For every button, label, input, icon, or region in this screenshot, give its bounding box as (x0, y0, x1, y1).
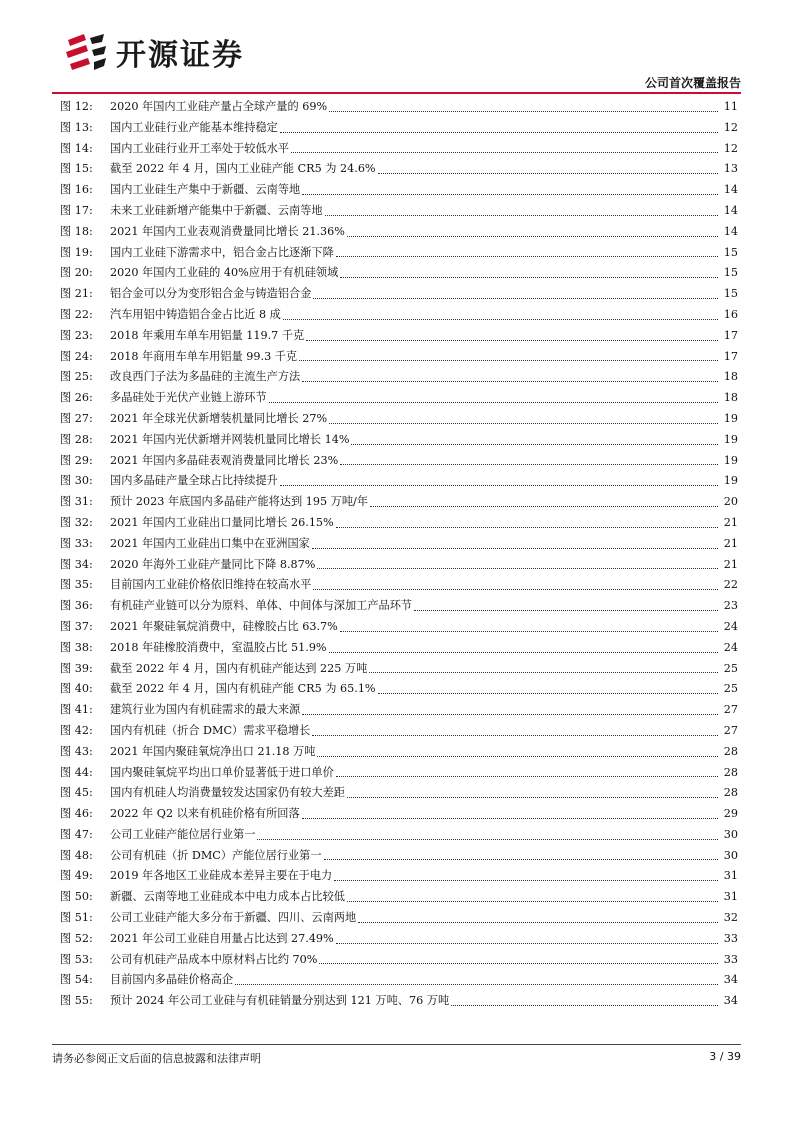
toc-figure-label: 图 36: (60, 599, 93, 613)
toc-figure-label: 图 46: (60, 807, 93, 821)
toc-page-number[interactable]: 27 (723, 723, 738, 737)
toc-page-number[interactable]: 21 (723, 557, 738, 571)
toc-page-number[interactable]: 19 (723, 453, 738, 467)
toc-figure-label: 图 18: (60, 224, 93, 238)
toc-entry[interactable] (60, 700, 738, 721)
footer-divider (52, 1044, 741, 1045)
toc-figure-label: 图 41: (60, 703, 93, 717)
toc-page-number[interactable]: 30 (723, 827, 738, 841)
toc-figure-title[interactable]: 2021 年国内聚硅氧烷净出口 21.18 万吨 (110, 744, 316, 758)
toc-figure-label: 图 24: (60, 349, 93, 363)
figure-index (60, 97, 738, 1012)
toc-figure-title[interactable]: 公司有机硅产品成本中原材料占比约 70% (110, 952, 318, 966)
toc-figure-title[interactable]: 建筑行业为国内有机硅需求的最大来源 (110, 703, 301, 717)
toc-figure-title[interactable]: 预计 2023 年底国内多晶硅产能将达到 195 万吨/年 (110, 495, 369, 509)
toc-page-number[interactable]: 15 (723, 287, 738, 301)
toc-entry[interactable] (60, 492, 738, 513)
toc-entry[interactable] (60, 284, 738, 305)
toc-page-number[interactable]: 24 (723, 640, 738, 654)
toc-entry[interactable] (60, 97, 738, 118)
toc-figure-title[interactable]: 2020 年国内工业硅产量占全球产量的 69% (110, 100, 328, 113)
toc-figure-label: 图 44: (60, 765, 93, 779)
toc-dot-leader (291, 152, 718, 153)
toc-figure-title[interactable]: 2020 年国内工业硅的 40%应用于有机硅领域 (110, 266, 339, 280)
toc-page-number[interactable]: 18 (723, 391, 738, 405)
toc-page-number[interactable]: 29 (723, 807, 738, 821)
toc-figure-label: 图 27: (60, 411, 93, 425)
toc-figure-label: 图 21: (60, 287, 93, 301)
toc-figure-title[interactable]: 截至 2022 年 4 月，国内有机硅产能 CR5 为 65.1% (110, 682, 376, 696)
toc-page-number[interactable]: 33 (723, 931, 738, 945)
toc-entry[interactable] (60, 846, 738, 867)
toc-figure-label: 图 53: (60, 952, 93, 966)
toc-entry[interactable] (60, 555, 738, 576)
toc-entry[interactable] (60, 180, 738, 201)
toc-page-number[interactable]: 14 (723, 203, 738, 217)
toc-dot-leader (336, 256, 718, 257)
toc-figure-title[interactable]: 国内工业硅生产集中于新疆、云南等地 (110, 183, 301, 197)
toc-entry[interactable] (60, 159, 738, 180)
toc-page-number[interactable]: 11 (723, 100, 738, 113)
toc-page-number[interactable]: 27 (723, 703, 738, 717)
toc-page-number[interactable]: 12 (723, 120, 738, 134)
toc-page-number[interactable]: 34 (723, 994, 738, 1008)
toc-figure-title[interactable]: 国内有机硅人均消费量较发达国家仍有较大差距 (110, 786, 345, 800)
toc-figure-label: 图 52: (60, 931, 93, 945)
toc-entry[interactable] (60, 866, 738, 887)
toc-entry[interactable] (60, 575, 738, 596)
page-number: 3 / 39 (709, 1050, 741, 1063)
toc-figure-label: 图 22: (60, 307, 93, 321)
toc-figure-label: 图 50: (60, 890, 93, 904)
toc-figure-label: 图 40: (60, 682, 93, 696)
toc-figure-label: 图 49: (60, 869, 93, 883)
toc-dot-leader (347, 236, 718, 237)
toc-dot-leader (347, 901, 718, 902)
toc-page-number[interactable]: 21 (723, 515, 738, 529)
kaiyuan-logo-icon (64, 30, 108, 74)
toc-page-number[interactable]: 14 (723, 224, 738, 238)
toc-dot-leader (269, 402, 718, 403)
toc-dot-leader (312, 735, 718, 736)
toc-figure-title[interactable]: 2018 年商用车单车用铝量 99.3 千克 (110, 349, 298, 363)
toc-entry[interactable] (60, 929, 738, 950)
toc-entry[interactable] (60, 638, 738, 659)
toc-figure-label: 图 47: (60, 827, 93, 841)
toc-figure-label: 图 23: (60, 328, 93, 342)
toc-dot-leader (340, 631, 718, 632)
toc-page-number[interactable]: 24 (723, 619, 738, 633)
toc-figure-label: 图 25: (60, 370, 93, 384)
toc-dot-leader (302, 714, 718, 715)
toc-entry[interactable] (60, 742, 738, 763)
toc-figure-title[interactable]: 国内多晶硅产量全球占比持续提升 (110, 474, 278, 488)
toc-figure-label: 图 30: (60, 474, 93, 488)
toc-figure-title[interactable]: 预计 2024 年公司工业硅与有机硅销量分别达到 121 万吨、76 万吨 (110, 994, 450, 1008)
toc-dot-leader (312, 548, 718, 549)
toc-entry[interactable] (60, 347, 738, 368)
toc-dot-leader (283, 319, 718, 320)
toc-entry[interactable] (60, 263, 738, 284)
toc-figure-title[interactable]: 2021 年国内工业表观消费量同比增长 21.36% (110, 224, 345, 238)
toc-figure-label: 图 14: (60, 141, 93, 155)
toc-entry[interactable] (60, 326, 738, 347)
brand-name: 开源证券 (116, 38, 244, 73)
toc-figure-label: 图 38: (60, 640, 93, 654)
toc-figure-label: 图 37: (60, 619, 93, 633)
toc-figure-label: 图 13: (60, 120, 93, 134)
toc-figure-label: 图 51: (60, 911, 93, 925)
toc-entry[interactable] (60, 950, 738, 971)
toc-figure-title[interactable]: 2020 年海外工业硅产量同比下降 8.87% (110, 557, 316, 571)
toc-entry[interactable] (60, 305, 738, 326)
toc-page-number[interactable]: 19 (723, 474, 738, 488)
toc-figure-title[interactable]: 截至 2022 年 4 月，国内工业硅产能 CR5 为 24.6% (110, 162, 376, 176)
toc-figure-label: 图 12: (60, 100, 93, 113)
toc-entry[interactable] (60, 201, 738, 222)
toc-page-number[interactable]: 20 (723, 495, 738, 509)
toc-entry[interactable] (60, 118, 738, 139)
toc-figure-title[interactable]: 2021 年国内多晶硅表观消费量同比增长 23% (110, 453, 339, 467)
toc-page-number[interactable]: 34 (723, 973, 738, 987)
toc-figure-title[interactable]: 国内工业硅行业开工率处于较低水平 (110, 141, 290, 155)
toc-page-number[interactable]: 13 (723, 162, 738, 176)
toc-page-number[interactable]: 28 (723, 786, 738, 800)
toc-figure-label: 图 31: (60, 495, 93, 509)
toc-entry[interactable] (60, 222, 738, 243)
toc-figure-title[interactable]: 2021 年公司工业硅自用量占比达到 27.49% (110, 931, 334, 945)
toc-figure-label: 图 33: (60, 536, 93, 550)
toc-figure-title[interactable]: 目前国内工业硅价格依旧维持在较高水平 (110, 578, 312, 592)
toc-entry[interactable] (60, 908, 738, 929)
toc-dot-leader (340, 277, 718, 278)
toc-figure-label: 图 15: (60, 162, 93, 176)
toc-entry[interactable] (60, 991, 738, 1012)
toc-dot-leader (414, 610, 718, 611)
toc-figure-label: 图 32: (60, 515, 93, 529)
toc-entry[interactable] (60, 139, 738, 160)
toc-dot-leader (336, 943, 718, 944)
toc-figure-label: 图 43: (60, 744, 93, 758)
report-type: 公司首次覆盖报告 (644, 76, 741, 90)
toc-dot-leader (302, 818, 718, 819)
toc-figure-title[interactable]: 目前国内多晶硅价格高企 (110, 973, 234, 987)
toc-figure-title[interactable]: 公司工业硅产能位居行业第一 (110, 827, 256, 841)
toc-figure-label: 图 54: (60, 973, 93, 987)
toc-page-number[interactable]: 32 (723, 911, 738, 925)
toc-page-number[interactable]: 19 (723, 411, 738, 425)
toc-dot-leader (324, 859, 718, 860)
toc-page-number[interactable]: 33 (723, 952, 738, 966)
toc-dot-leader (334, 880, 718, 881)
toc-figure-label: 图 17: (60, 203, 93, 217)
toc-dot-leader (299, 360, 718, 361)
toc-figure-title[interactable]: 2021 年国内工业硅出口集中在亚洲国家 (110, 536, 310, 550)
toc-entry[interactable] (60, 659, 738, 680)
footer-disclaimer: 请务必参阅正文后面的信息披露和法律声明 (52, 1052, 261, 1065)
toc-figure-label: 图 35: (60, 578, 93, 592)
toc-figure-title[interactable]: 铝合金可以分为变形铝合金与铸造铝合金 (110, 287, 312, 301)
toc-entry[interactable] (60, 804, 738, 825)
toc-figure-label: 图 20: (60, 266, 93, 280)
toc-dot-leader (302, 194, 718, 195)
toc-figure-title[interactable]: 公司工业硅产能大多分布于新疆、四川、云南两地 (110, 911, 357, 925)
toc-figure-label: 图 55: (60, 994, 93, 1008)
toc-page-number[interactable]: 17 (723, 328, 738, 342)
toc-entry[interactable] (60, 679, 738, 700)
toc-figure-title[interactable]: 2021 年聚硅氧烷消费中，硅橡胶占比 63.7% (110, 619, 338, 633)
toc-page-number[interactable]: 14 (723, 183, 738, 197)
toc-figure-label: 图 48: (60, 848, 93, 862)
toc-page-number[interactable]: 19 (723, 432, 738, 446)
toc-dot-leader (302, 381, 718, 382)
toc-figure-title[interactable]: 2018 年硅橡胶消费中，室温胶占比 51.9% (110, 640, 327, 654)
toc-entry[interactable] (60, 763, 738, 784)
toc-page-number[interactable]: 30 (723, 848, 738, 862)
toc-page-number[interactable]: 15 (723, 266, 738, 280)
toc-figure-title[interactable]: 截至 2022 年 4 月，国内有机硅产能达到 225 万吨 (110, 661, 368, 675)
toc-figure-label: 图 34: (60, 557, 93, 571)
toc-figure-label: 图 28: (60, 432, 93, 446)
toc-dot-leader (336, 776, 718, 777)
toc-page-number[interactable]: 15 (723, 245, 738, 259)
toc-figure-title[interactable]: 2021 年国内光伏新增并网装机量同比增长 14% (110, 432, 350, 446)
toc-dot-leader (329, 423, 718, 424)
toc-entry[interactable] (60, 430, 738, 451)
toc-entry[interactable] (60, 596, 738, 617)
brand-logo (64, 30, 244, 74)
toc-dot-leader (329, 652, 718, 653)
toc-page-number[interactable]: 28 (723, 765, 738, 779)
toc-page-number[interactable]: 31 (723, 890, 738, 904)
toc-dot-leader (351, 444, 718, 445)
toc-entry[interactable] (60, 721, 738, 742)
toc-figure-label: 图 45: (60, 786, 93, 800)
toc-dot-leader (280, 132, 718, 133)
toc-figure-title[interactable]: 2022 年 Q2 以来有机硅价格有所回落 (110, 807, 300, 821)
toc-page-number[interactable]: 22 (723, 578, 738, 592)
toc-figure-title[interactable]: 国内工业硅下游需求中，铝合金占比逐渐下降 (110, 245, 334, 259)
toc-figure-title[interactable]: 多晶硅处于光伏产业链上游环节 (110, 391, 267, 405)
toc-dot-leader (235, 984, 718, 985)
toc-dot-leader (257, 839, 718, 840)
toc-figure-title[interactable]: 2018 年乘用车单车用铝量 119.7 千克 (110, 328, 305, 342)
toc-dot-leader (358, 922, 718, 923)
toc-figure-title[interactable]: 2021 年全球光伏新增装机量同比增长 27% (110, 411, 328, 425)
toc-dot-leader (340, 464, 718, 465)
toc-dot-leader (336, 527, 718, 528)
toc-dot-leader (313, 589, 718, 590)
toc-page-number[interactable]: 25 (723, 682, 738, 696)
toc-dot-leader (313, 298, 718, 299)
toc-page-number[interactable]: 12 (723, 141, 738, 155)
toc-entry[interactable] (60, 388, 738, 409)
toc-entry[interactable] (60, 367, 738, 388)
toc-entry[interactable] (60, 887, 738, 908)
header-divider (52, 92, 741, 94)
toc-figure-label: 图 16: (60, 183, 93, 197)
toc-page-number[interactable]: 31 (723, 869, 738, 883)
toc-dot-leader (378, 173, 718, 174)
toc-dot-leader (347, 797, 718, 798)
toc-figure-label: 图 19: (60, 245, 93, 259)
toc-entry[interactable] (60, 471, 738, 492)
toc-figure-title[interactable]: 2019 年各地区工业硅成本差异主要在于电力 (110, 869, 333, 883)
toc-entry[interactable] (60, 617, 738, 638)
toc-entry[interactable] (60, 451, 738, 472)
toc-entry[interactable] (60, 783, 738, 804)
toc-dot-leader (369, 672, 718, 673)
toc-figure-label: 图 42: (60, 723, 93, 737)
toc-entry[interactable] (60, 409, 738, 430)
toc-figure-title[interactable]: 改良西门子法为多晶硅的主流生产方法 (110, 370, 301, 384)
toc-figure-title[interactable]: 有机硅产业链可以分为原料、单体、中间体与深加工产品环节 (110, 599, 413, 613)
toc-figure-title[interactable]: 汽车用铝中铸造铝合金占比近 8 成 (110, 307, 281, 321)
toc-page-number[interactable]: 25 (723, 661, 738, 675)
toc-page-number[interactable]: 17 (723, 349, 738, 363)
toc-entry[interactable] (60, 513, 738, 534)
toc-figure-title[interactable]: 国内聚硅氧烷平均出口单价显著低于进口单价 (110, 765, 334, 779)
toc-dot-leader (306, 340, 718, 341)
toc-dot-leader (280, 485, 718, 486)
toc-dot-leader (317, 756, 718, 757)
toc-figure-label: 图 26: (60, 391, 93, 405)
toc-figure-title[interactable]: 国内工业硅行业产能基本维持稳定 (110, 120, 278, 134)
toc-entry[interactable] (60, 243, 738, 264)
toc-figure-title[interactable]: 2021 年国内工业硅出口量同比增长 26.15% (110, 515, 334, 529)
toc-entry[interactable] (60, 970, 738, 991)
toc-page-number[interactable]: 16 (723, 307, 738, 321)
toc-page-number[interactable]: 18 (723, 370, 738, 384)
toc-entry[interactable] (60, 825, 738, 846)
toc-entry[interactable] (60, 534, 738, 555)
toc-page-number[interactable]: 21 (723, 536, 738, 550)
toc-figure-title[interactable]: 未来工业硅新增产能集中于新疆、云南等地 (110, 203, 323, 217)
toc-figure-label: 图 29: (60, 453, 93, 467)
toc-dot-leader (451, 1005, 718, 1006)
toc-figure-title[interactable]: 公司有机硅（折 DMC）产能位居行业第一 (110, 848, 322, 862)
toc-page-number[interactable]: 23 (723, 599, 738, 613)
toc-dot-leader (378, 693, 718, 694)
toc-figure-title[interactable]: 新疆、云南等地工业硅成本中电力成本占比较低 (110, 890, 345, 904)
toc-page-number[interactable]: 28 (723, 744, 738, 758)
toc-dot-leader (319, 963, 718, 964)
toc-dot-leader (317, 568, 718, 569)
toc-dot-leader (370, 506, 718, 507)
toc-dot-leader (325, 215, 718, 216)
toc-figure-label: 图 39: (60, 661, 93, 675)
toc-dot-leader (329, 111, 718, 112)
toc-figure-title[interactable]: 国内有机硅（折合 DMC）需求平稳增长 (110, 723, 311, 737)
